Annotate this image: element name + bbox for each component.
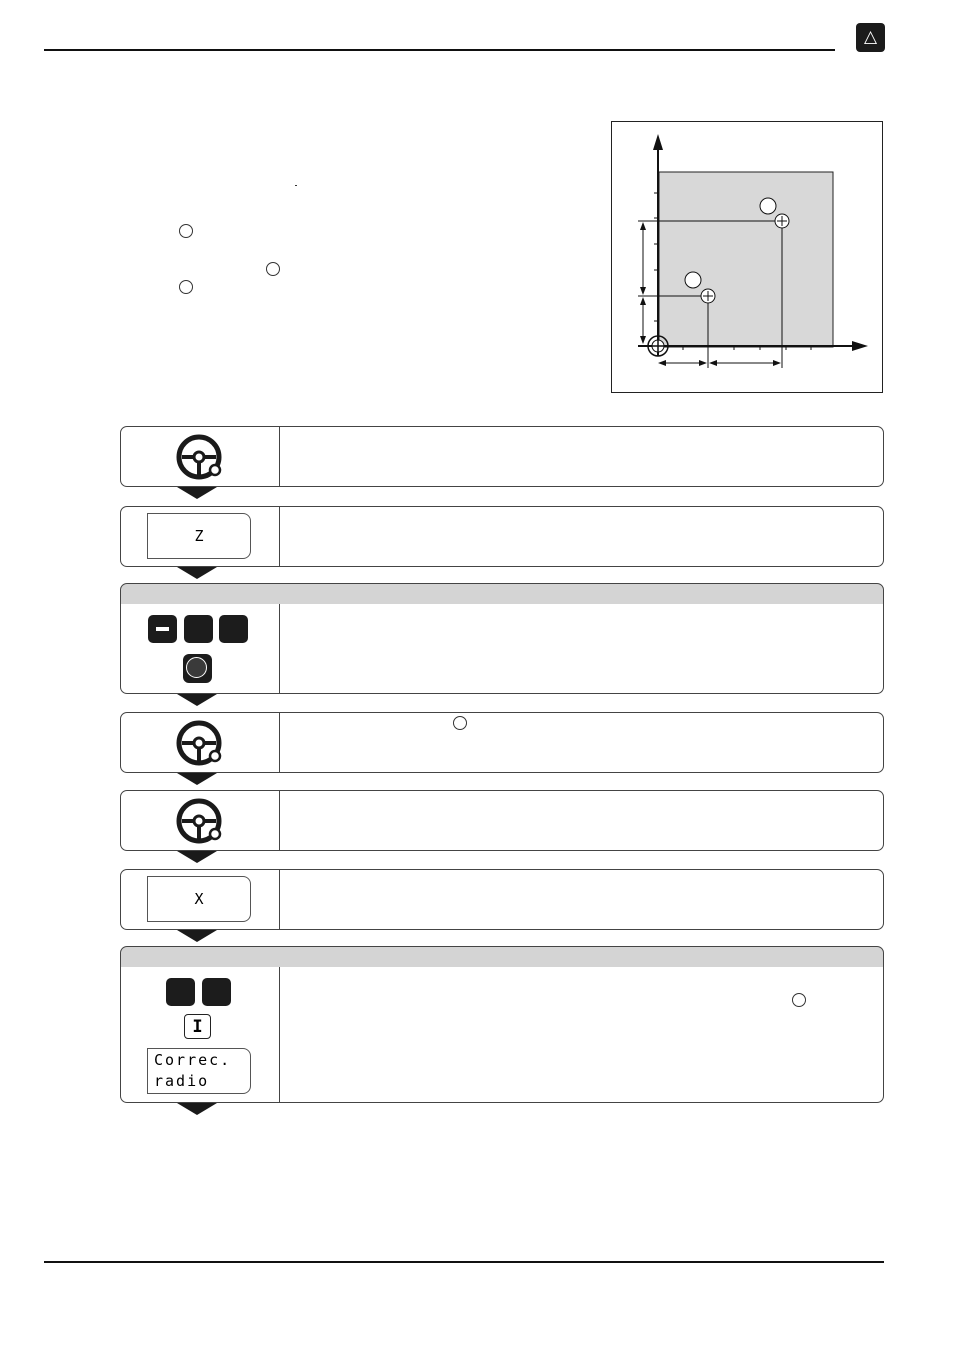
coordinate-figure <box>611 121 883 393</box>
step-5 <box>120 790 884 851</box>
workpiece-area <box>659 172 833 347</box>
warning-triangle-icon: △ <box>856 23 885 52</box>
digit-key[interactable] <box>202 978 231 1006</box>
step-2-icon-cell <box>121 507 280 566</box>
step-arrow <box>177 567 217 579</box>
digit-key[interactable] <box>184 615 213 643</box>
y-axis-arrow <box>653 134 663 150</box>
step-2 <box>120 506 884 567</box>
step-7-header-bar <box>120 946 884 968</box>
callout-circle-3 <box>179 280 193 294</box>
step-4 <box>120 712 884 773</box>
step-arrow <box>177 1103 217 1115</box>
display-line-1: Correc. <box>154 1051 232 1069</box>
radius-correction-display <box>147 1048 251 1094</box>
handwheel-icon <box>175 718 225 768</box>
step-arrow <box>177 773 217 785</box>
coordinate-diagram <box>612 122 882 392</box>
step-7-icon-cell <box>121 967 280 1102</box>
handwheel-icon <box>175 796 225 846</box>
step-arrow <box>177 694 217 706</box>
handwheel-icon <box>175 432 225 482</box>
callout-circle <box>453 716 467 730</box>
text-mark <box>295 185 297 186</box>
digit-key[interactable] <box>219 615 248 643</box>
step-6-icon-cell <box>121 870 280 929</box>
minus-key[interactable] <box>148 615 177 643</box>
step-4-icon-cell <box>121 713 280 772</box>
axis-display-z: Z <box>147 513 251 559</box>
callout-1 <box>685 272 701 288</box>
callout-circle <box>792 993 806 1007</box>
step-3-icon-cell <box>121 604 280 693</box>
step-1-icon-cell <box>121 427 280 486</box>
step-5-icon-cell <box>121 791 280 850</box>
step-arrow <box>177 487 217 499</box>
step-arrow <box>177 930 217 942</box>
step-7 <box>120 967 884 1103</box>
callout-circle-2 <box>266 262 280 276</box>
bottom-rule <box>44 1261 884 1263</box>
top-rule <box>44 49 835 51</box>
i-key[interactable]: I <box>184 1014 211 1039</box>
display-line-2: radio <box>154 1072 210 1090</box>
callout-circle-1 <box>179 224 193 238</box>
step-3 <box>120 604 884 694</box>
enter-key[interactable] <box>183 654 212 683</box>
step-6 <box>120 869 884 930</box>
step-1 <box>120 426 884 487</box>
step-3-header-bar <box>120 583 884 605</box>
axis-display-x: X <box>147 876 251 922</box>
x-axis-arrow <box>852 341 868 351</box>
callout-2 <box>760 198 776 214</box>
digit-key[interactable] <box>166 978 195 1006</box>
step-arrow <box>177 851 217 863</box>
